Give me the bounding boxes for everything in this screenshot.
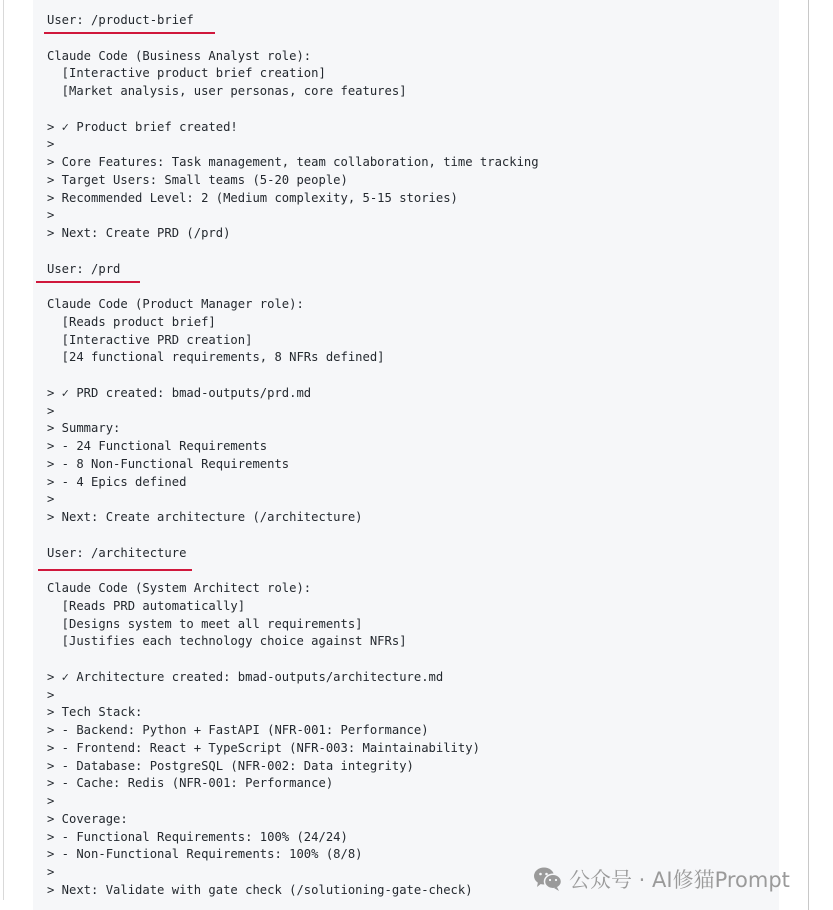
code-line: > ✓ Architecture created: bmad-outputs/architecture.md [47, 669, 444, 684]
code-line: > - Database: PostgreSQL (NFR-002: Data integrity) [47, 758, 414, 773]
code-line: > ✓ Product brief created! [47, 119, 238, 134]
code-line: > [47, 865, 55, 879]
code-line [47, 527, 539, 545]
code-line: [24 functional requirements, 8 NFRs defined] [47, 350, 385, 365]
right-border-line [808, 0, 809, 910]
code-line: [Interactive product brief creation] [47, 66, 326, 81]
code-line: > - Backend: Python + FastAPI (NFR-001: Performance) [47, 723, 429, 737]
code-block [33, 0, 779, 910]
code-line: > - 4 Epics defined [47, 474, 187, 489]
highlight-underline-product-brief [44, 32, 215, 34]
code-line: > [47, 403, 55, 418]
code-line: > ✓ PRD created: bmad-outputs/prd.md [47, 385, 312, 400]
code-line: Claude Code (Business Analyst role): [47, 48, 312, 63]
left-border-line [3, 0, 4, 900]
code-line: > Next: Create architecture (/architecture) [47, 510, 363, 524]
code-line: > Target Users: Small teams (5-20 people) [47, 172, 348, 187]
code-line: > [47, 492, 55, 507]
code-line: > Core Features: Task management, team collaboration, time tracking [47, 155, 539, 169]
code-line: [Reads product brief] [47, 314, 216, 329]
code-line: > [47, 794, 55, 808]
code-line: [Justifies each technology choice against NFRs] [47, 634, 407, 649]
code-line: > [47, 208, 55, 223]
code-line: > - 24 Functional Requirements [47, 439, 268, 453]
code-line-user-command: User: /architecture [47, 545, 187, 560]
code-line: > - 8 Non-Functional Requirements [47, 456, 290, 471]
code-line [47, 562, 539, 580]
code-line: > - Functional Requirements: 100% (24/24) [47, 829, 348, 844]
watermark [533, 864, 790, 894]
code-line-user-command: User: /product-brief [47, 13, 194, 27]
code-line [47, 101, 539, 119]
code-lines [47, 12, 539, 900]
code-line: > Next: Validate with gate check (/solutioning-gate-check) [47, 882, 473, 897]
code-line: > Recommended Level: 2 (Medium complexity, 5-15 stories) [47, 190, 458, 205]
code-line-user-command: User: /prd [47, 261, 121, 276]
code-line: > [47, 137, 55, 152]
code-line: > Tech Stack: [47, 705, 143, 720]
code-line: [Interactive PRD creation] [47, 332, 253, 347]
highlight-underline-prd [36, 281, 140, 283]
wechat-icon [533, 866, 563, 892]
code-line [47, 243, 539, 261]
highlight-underline-architecture [38, 569, 192, 571]
code-line: > Summary: [47, 421, 121, 436]
code-line: [Designs system to meet all requirements] [47, 616, 363, 631]
code-line: > Next: Create PRD (/prd) [47, 226, 231, 240]
code-line: Claude Code (System Architect role): [47, 581, 312, 595]
watermark-text: 公众号 · AI修猫Prompt [569, 868, 790, 892]
code-line: Claude Code (Product Manager role): [47, 297, 304, 311]
code-line: > - Frontend: React + TypeScript (NFR-003: Maintainability) [47, 740, 480, 755]
code-line: [Reads PRD automatically] [47, 598, 246, 613]
code-line: [Market analysis, user personas, core features] [47, 84, 407, 98]
code-line: > - Cache: Redis (NFR-001: Performance) [47, 776, 334, 791]
code-line [47, 367, 539, 385]
code-line: > [47, 687, 55, 702]
code-line: > - Non-Functional Requirements: 100% (8/8) [47, 847, 363, 862]
code-line [47, 651, 539, 669]
code-line: > Coverage: [47, 811, 128, 826]
